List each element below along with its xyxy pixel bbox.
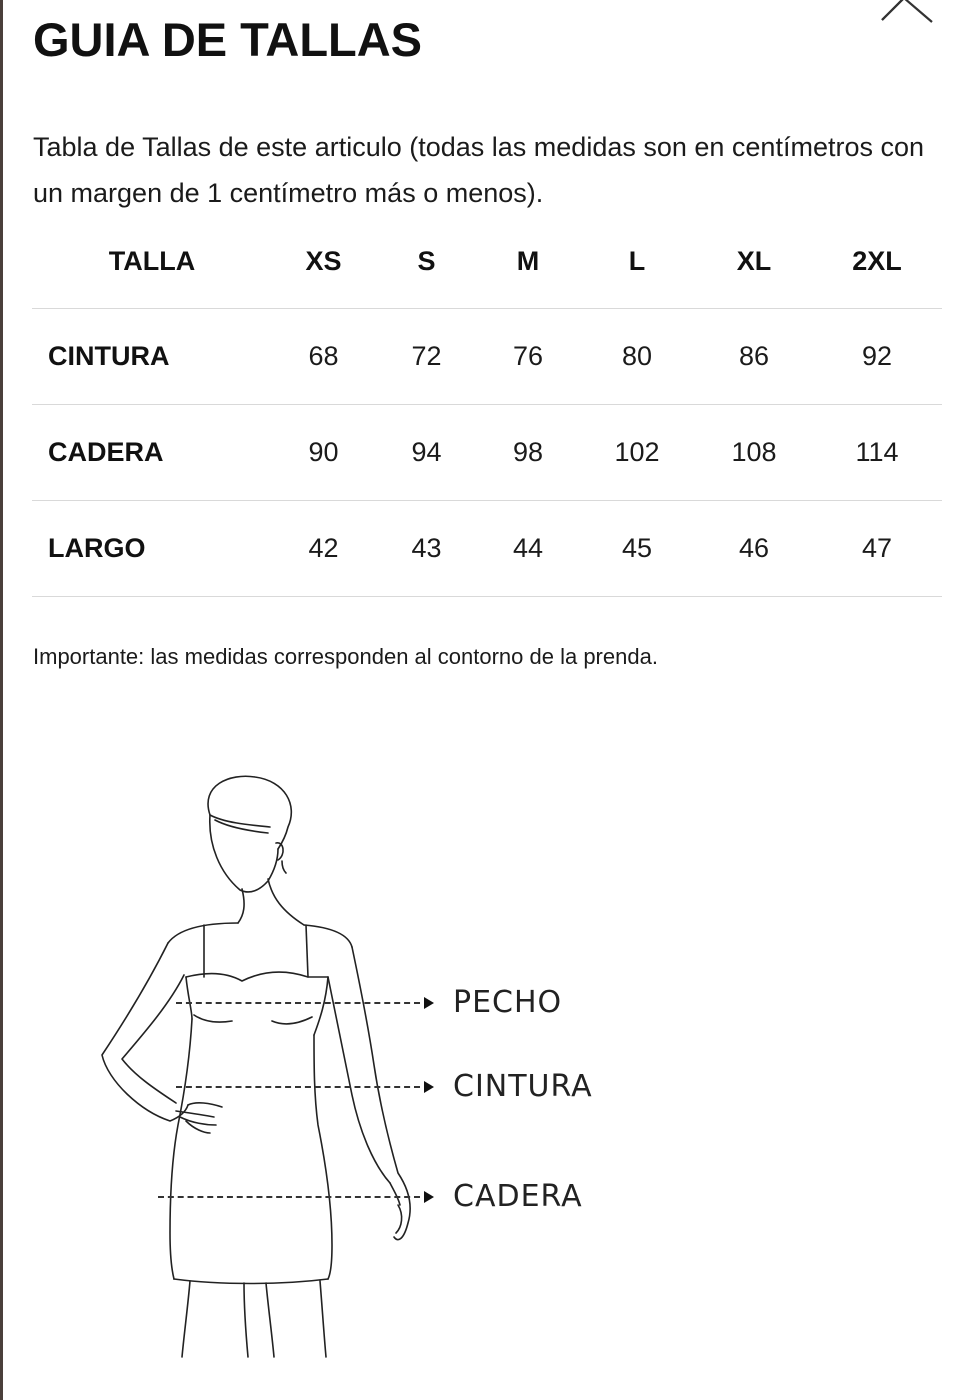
left-edge-divider (0, 0, 3, 1400)
header-talla: TALLA (32, 214, 272, 309)
cintura-label: CINTURA (453, 1069, 593, 1104)
table-cell: 44 (478, 501, 578, 597)
cadera-arrow-icon (424, 1191, 434, 1203)
table-header-row (32, 214, 942, 309)
header-size-xs: XS (272, 214, 375, 309)
header-size-xl: XL (696, 214, 812, 309)
table-row (32, 309, 942, 405)
pecho-guide-line (176, 1002, 420, 1004)
cintura-guide-line (176, 1086, 420, 1088)
header-size-m: M (478, 214, 578, 309)
header-size-s: S (375, 214, 478, 309)
close-icon (874, 0, 938, 30)
table-cell: 68 (272, 309, 375, 405)
table-cell: 42 (272, 501, 375, 597)
row-label-largo: LARGO (32, 501, 272, 597)
table-cell: 72 (375, 309, 478, 405)
table-cell: 108 (696, 405, 812, 501)
header-size-l: L (578, 214, 696, 309)
table-cell: 90 (272, 405, 375, 501)
pecho-label: PECHO (453, 985, 563, 1020)
size-table-description: Tabla de Tallas de este articulo (todas las medidas son en centímetros con un margen de 1 centímetro más o menos). (33, 132, 924, 208)
table-row (32, 501, 942, 597)
table-cell: 80 (578, 309, 696, 405)
row-label-cadera: CADERA (32, 405, 272, 501)
table-cell: 76 (478, 309, 578, 405)
row-label-cintura: CINTURA (32, 309, 272, 405)
table-cell: 94 (375, 405, 478, 501)
cintura-arrow-icon (424, 1081, 434, 1093)
table-cell: 46 (696, 501, 812, 597)
dress-figure-illustration (60, 765, 480, 1365)
table-cell: 98 (478, 405, 578, 501)
table-cell: 114 (812, 405, 942, 501)
cadera-guide-line (158, 1196, 420, 1198)
close-button[interactable] (874, 0, 938, 30)
modal-title: GUIA DE TALLAS (33, 13, 423, 66)
table-cell: 45 (578, 501, 696, 597)
pecho-arrow-icon (424, 997, 434, 1009)
size-table (32, 214, 942, 597)
table-cell: 43 (375, 501, 478, 597)
cadera-label: CADERA (453, 1179, 583, 1214)
header-size-2xl: 2XL (812, 214, 942, 309)
table-cell: 86 (696, 309, 812, 405)
table-cell: 102 (578, 405, 696, 501)
measurement-note: Importante: las medidas corresponden al contorno de la prenda. (33, 644, 658, 669)
table-cell: 47 (812, 501, 942, 597)
table-row (32, 405, 942, 501)
table-cell: 92 (812, 309, 942, 405)
